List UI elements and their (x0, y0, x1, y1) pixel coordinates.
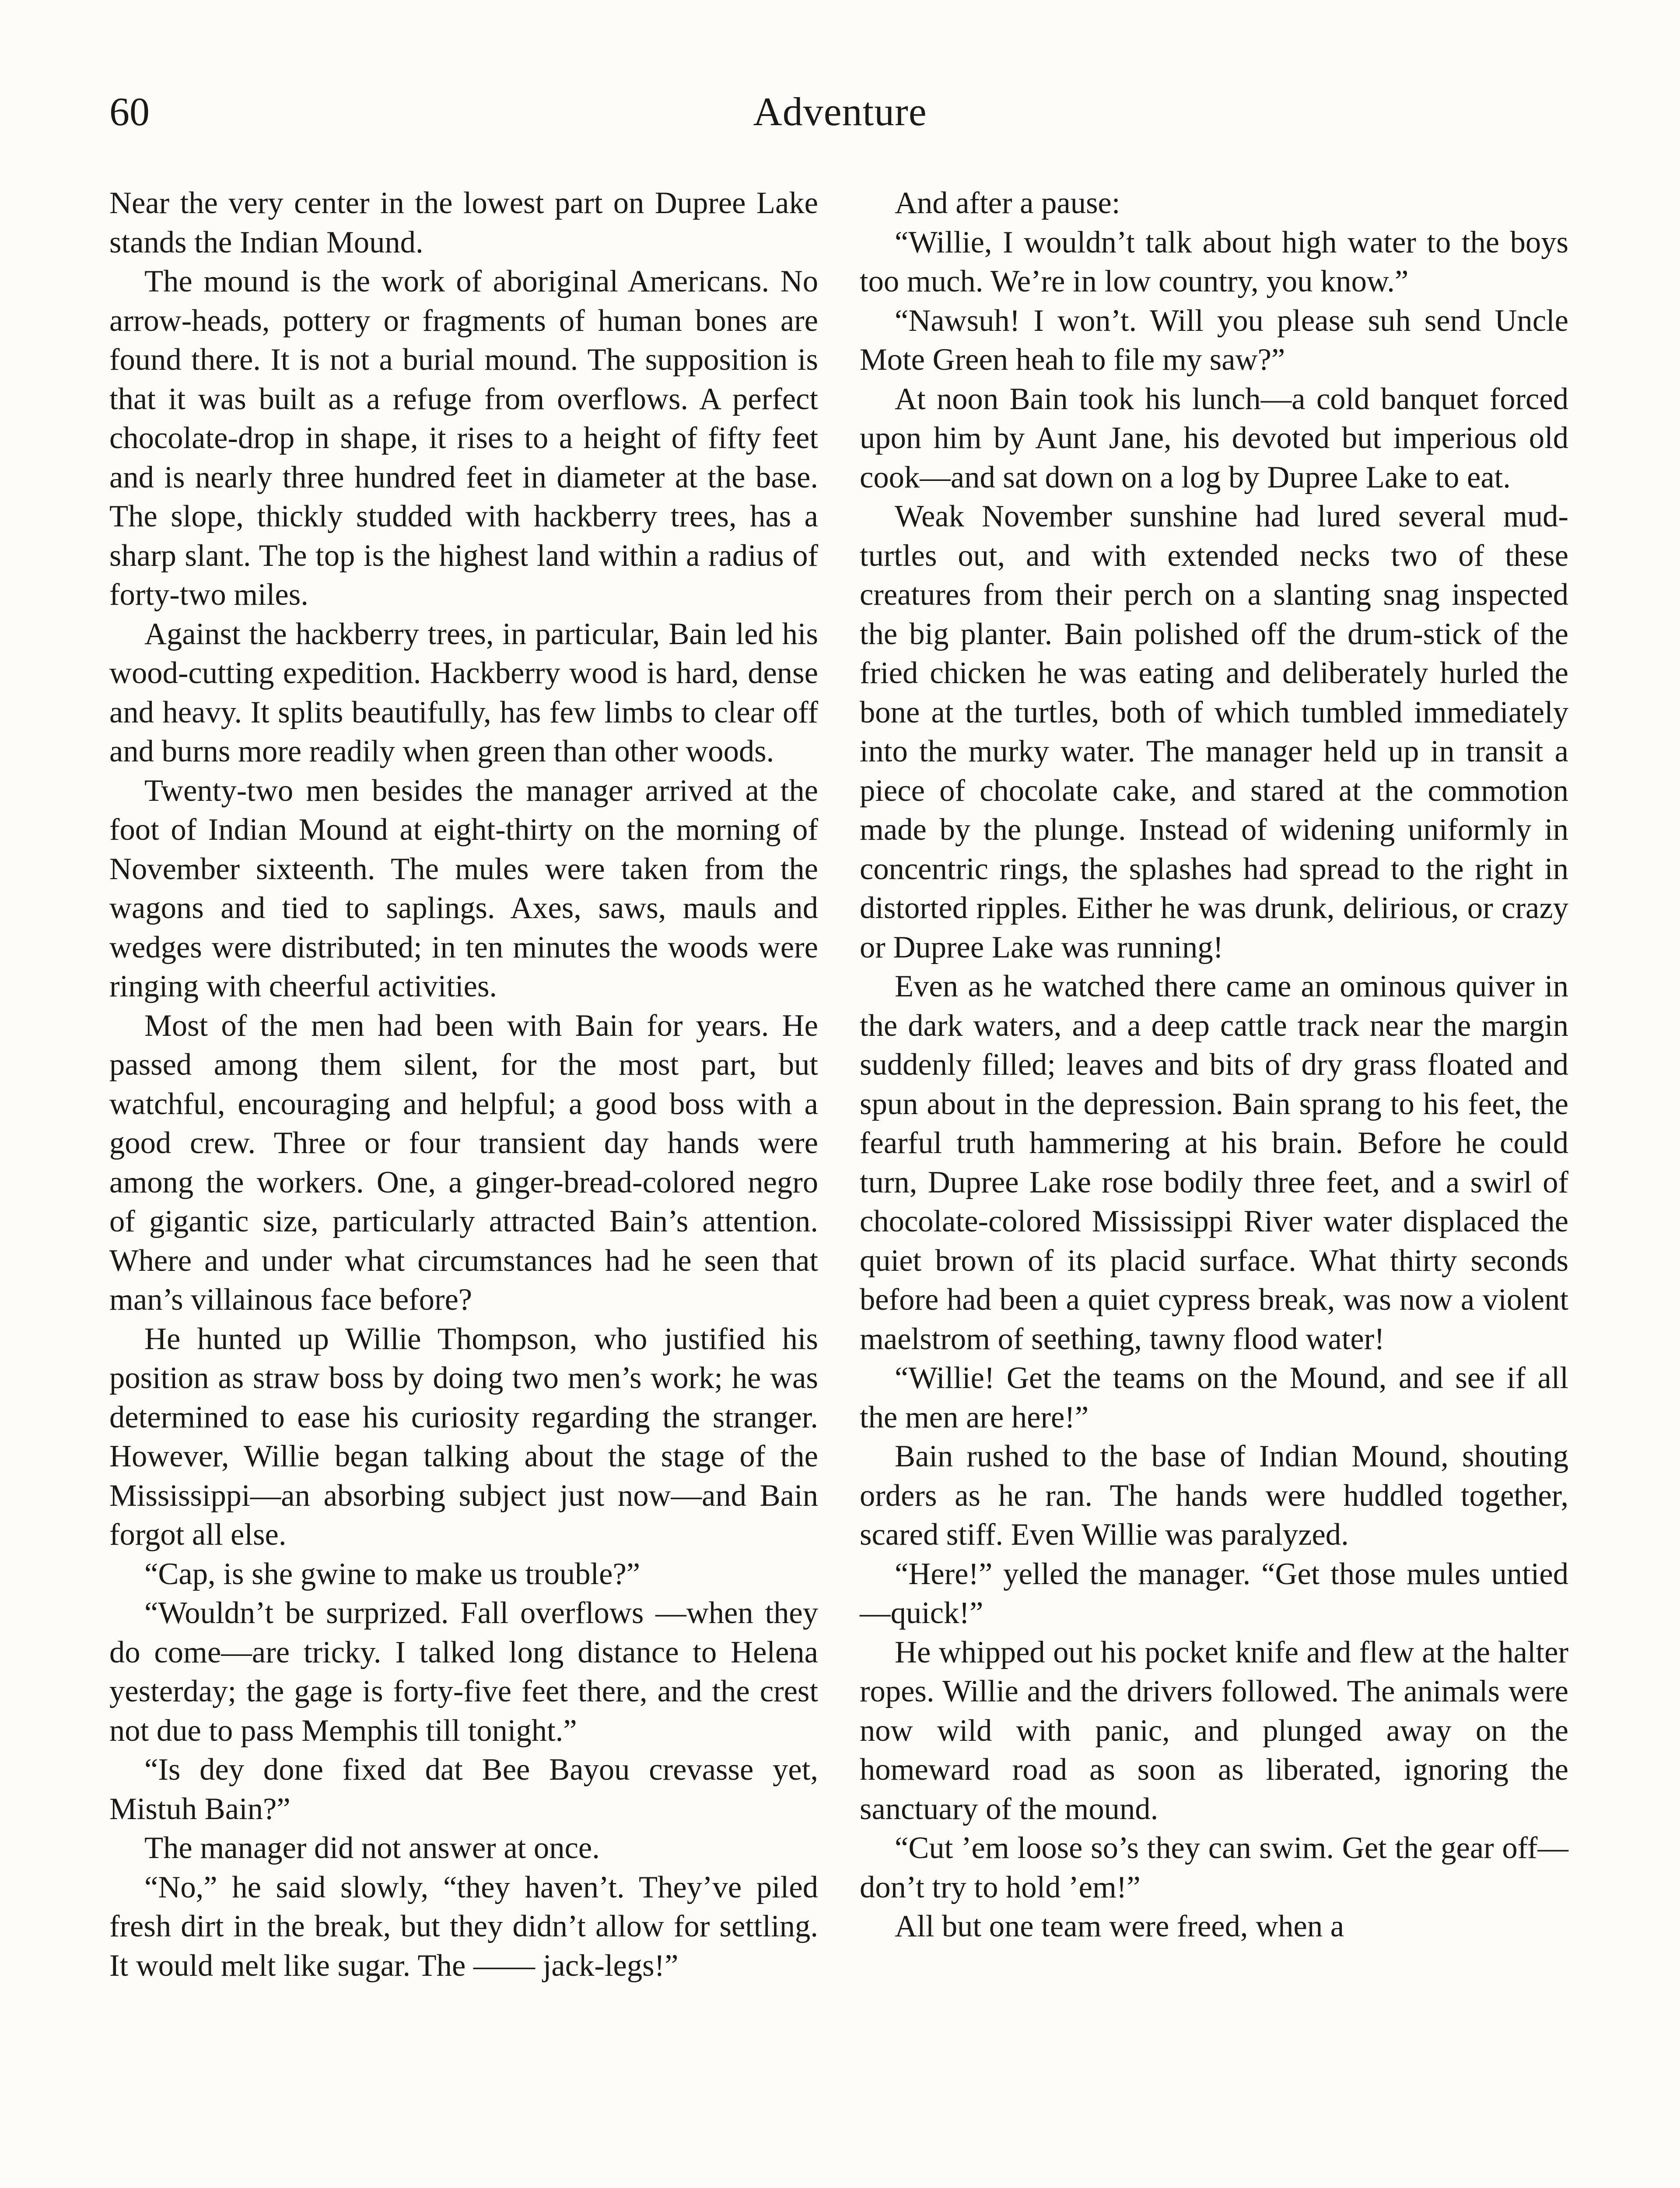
paragraph: The mound is the work of aboriginal Americans. No arrow-heads, pottery or fragments of human bones are found there. It is not a burial mound. The supposition is that it was built as a refuge from overflows. A perfect chocolate-drop in shape, it rises to a height of fifty feet and is nearly three hundred feet in diameter at the base. The slope, thickly studded with hackberry trees, has a sharp slant. The top is the highest land within a radius of forty-two miles. (109, 264, 818, 612)
paragraph: All but one team were freed, when a (895, 1909, 1344, 1943)
paragraph: “Here!” yelled the manager. “Get those mules untied—quick!” (860, 1557, 1568, 1630)
paragraph: Near the very center in the lowest part on Dupree Lake stands the Indian Mound. (109, 186, 818, 259)
paragraph: The manager did not answer at once. (144, 1831, 600, 1865)
paragraph: Against the hackberry trees, in particular, Bain led his wood-cutting expedition. Hackberry wood is hard, dense and heavy. It splits beautifully, has few limbs to clear off and burns more readily when green than other woods. (109, 617, 818, 768)
paragraph: “Nawsuh! I won’t. Will you please suh send Uncle Mote Green heah to file my saw?” (860, 303, 1568, 377)
paragraph: “Willie, I wouldn’t talk about high water to the boys too much. We’re in low country, you know.” (860, 225, 1568, 298)
paragraph: “Willie! Get the teams on the Mound, and see if all the men are here!” (860, 1361, 1568, 1434)
running-title: Adventure (753, 89, 927, 134)
paragraph: “Cut ’em loose so’s they can swim. Get the gear off—don’t try to hold ’em!” (860, 1831, 1568, 1904)
page-number: 60 (109, 89, 150, 134)
left-column (109, 184, 818, 1985)
paragraph: Weak November sunshine had lured several mud-turtles out, and with extended necks two of these creatures from their perch on a slanting snag inspected the big planter. Bain polished off the drum-stick of the fried chicken he was eating and deliberately hurled the bone at the turtles, both of which tumbled immediately into the murky water. The manager held up in transit a piece of chocolate cake, and stared at the commotion made by the plunge. Instead of widening uniformly in concentric rings, the splashes had spread to the right in distorted ripples. Either he was drunk, delirious, or crazy or Dupree Lake was running! (860, 499, 1568, 964)
paragraph: Bain rushed to the base of Indian Mound, shouting orders as he ran. The hands were huddled together, scared stiff. Even Willie was paralyzed. (860, 1439, 1568, 1552)
page-header (109, 85, 1571, 138)
paragraph: “Cap, is she gwine to make us trouble?” (144, 1557, 640, 1591)
paragraph: Twenty-two men besides the manager arrived at the foot of Indian Mound at eight-thirty on the morning of November sixteenth. The mules were taken from the wagons and tied to saplings. Axes, saws, mauls and wedges were distributed; in ten minutes the woods were ringing with cheerful activities. (109, 773, 818, 1003)
paragraph: “No,” he said slowly, “they haven’t. They’ve piled fresh dirt in the break, but they didn’t allow for settling. It would melt like sugar. The —— jack-legs!” (109, 1870, 818, 1983)
paragraph: He hunted up Willie Thompson, who justified his position as straw boss by doing two men’s work; he was determined to ease his curiosity regarding the stranger. However, Willie began talking about the stage of the Mississippi—an absorbing subject just now—and Bain forgot all else. (109, 1322, 818, 1552)
paragraph: At noon Bain took his lunch—a cold banquet forced upon him by Aunt Jane, his devoted but imperious old cook—and sat down on a log by Dupree Lake to eat. (860, 382, 1568, 494)
paragraph: “Is dey done fixed dat Bee Bayou crevasse yet, Mistuh Bain?” (109, 1753, 818, 1826)
paragraph: He whipped out his pocket knife and flew at the halter ropes. Willie and the drivers followed. The animals were now wild with panic, and plunged away on the homeward road as soon as liberated, ignoring the sanctuary of the mound. (860, 1635, 1568, 1826)
paragraph: Even as he watched there came an ominous quiver in the dark waters, and a deep cattle track near the margin suddenly filled; leaves and bits of dry grass floated and spun about in the depression. Bain sprang to his feet, the fearful truth hammering at his brain. Before he could turn, Dupree Lake rose bodily three feet, and a swirl of chocolate-colored Mississippi River water displaced the quiet brown of its placid surface. What thirty seconds before had been a quiet cypress break, was now a violent maelstrom of seething, tawny flood water! (860, 969, 1568, 1356)
paragraph: And after a pause: (895, 186, 1120, 220)
paragraph: Most of the men had been with Bain for years. He passed among them silent, for the most part, but watchful, encouraging and helpful; a good boss with a good crew. Three or four transient day hands were among the workers. One, a ginger-bread-colored negro of gigantic size, particularly attracted Bain’s attention. Where and under what circumstances had he seen that man’s villainous face before? (109, 1008, 818, 1317)
right-column (860, 184, 1568, 1946)
paragraph: “Wouldn’t be surprized. Fall overflows —when they do come—are tricky. I talked long distance to Helena yesterday; the gage is forty-five feet there, and the crest not due to pass Memphis till tonight.” (109, 1596, 818, 1748)
